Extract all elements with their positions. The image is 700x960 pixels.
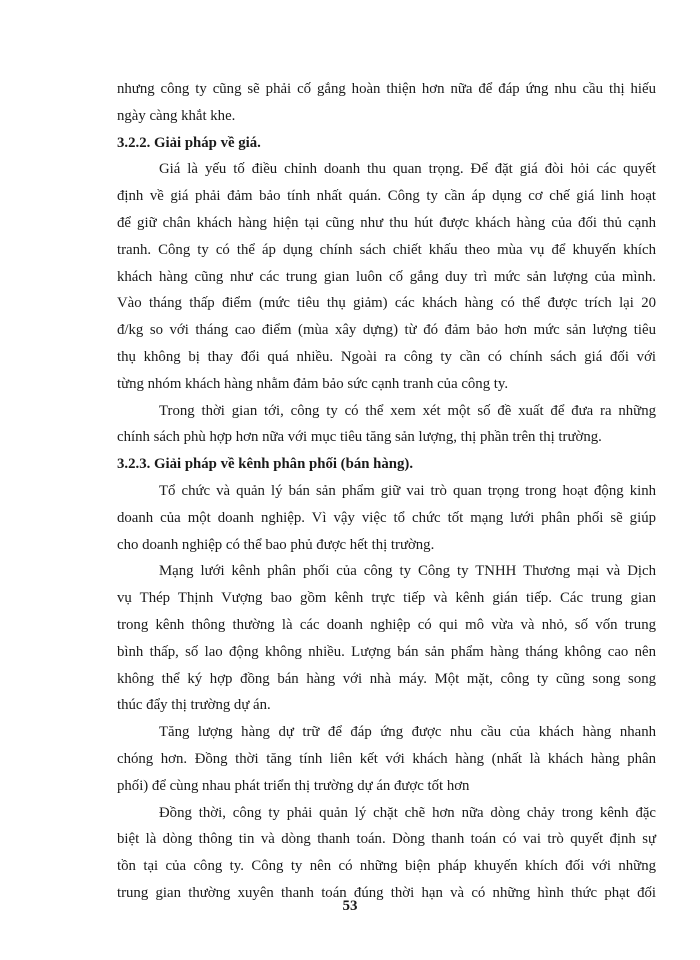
text-line: doanh của một doanh nghiệp. Vì vậy việc tổ chức tốt mạng lưới phân phối sẽ giúp	[117, 509, 656, 526]
text-line: ngày càng khắt khe.	[117, 107, 236, 124]
text-line: định về giá phải đảm bảo tính nhất quán. Công ty cần áp dụng cơ chế giá linh hoạt	[117, 188, 656, 205]
text-line: biệt là dòng thông tin và dòng thanh toán. Dòng thanh toán có vai trò quyết định sự	[117, 831, 656, 848]
text-line: tồn tại của công ty. Công ty nên có những biện pháp khuyến khích đối với những	[117, 858, 656, 875]
text-line: đ/kg so với tháng cao điểm (mùa xây dựng) từ đó đảm bảo hơn mức sản lượng tiêu	[117, 322, 656, 339]
text-line: chính sách phù hợp hơn nữa với mục tiêu tăng sản lượng, thị phần trên thị trường.	[117, 429, 602, 446]
text-line: vụ Thép Thịnh Vượng bao gồm kênh trực tiếp và kênh gián tiếp. Các trung gian	[117, 590, 656, 607]
text-line: Đồng thời, công ty phải quản lý chặt chẽ hơn nữa dòng chảy trong kênh đặc	[159, 804, 656, 821]
page-body	[117, 76, 656, 907]
text-line: tranh. Công ty có thể áp dụng chính sách chiết khấu theo mùa vụ để khuyến khích	[117, 241, 656, 258]
paragraph-channel-management	[117, 800, 656, 907]
text-line: Mạng lưới kênh phân phối của công ty Công ty TNHH Thương mại và Dịch	[159, 563, 656, 580]
page-number: 53	[342, 898, 358, 914]
text-line: trong kênh thông thường là các doanh nghiệp có qui mô vừa và nhỏ, số vốn trung	[117, 616, 656, 633]
text-line: thúc đẩy thị trường dự án.	[117, 697, 271, 714]
text-line: Trong thời gian tới, công ty có thể xem xét một số đề xuất để đưa ra những	[159, 402, 656, 419]
text-line: để giữ chân khách hàng hiện tại cũng như thu hút được khách hàng của đối thủ cạnh	[117, 214, 656, 231]
text-line: Vào tháng thấp điểm (mức tiêu thụ giảm) các khách hàng có thể được trích lại 20	[117, 295, 656, 312]
paragraph-sales-organization	[117, 478, 656, 558]
paragraph-inventory	[117, 719, 656, 799]
text-line: Giá là yếu tố điều chỉnh doanh thu quan trọng. Để đặt giá đòi hỏi các quyết	[159, 161, 656, 178]
text-line: từng nhóm khách hàng nhằm đảm bảo sức cạnh tranh của công ty.	[117, 375, 509, 392]
text-line: không thể ký hợp đồng bán hàng với nhà máy. Một mặt, công ty cũng song song	[117, 670, 656, 687]
text-line: khách hàng cũng như các trung gian luôn cố gắng duy trì mức sản lượng của mình.	[117, 268, 656, 285]
text-line: nhưng công ty cũng sẽ phải cố gắng hoàn thiện hơn nữa để đáp ứng nhu cầu thị hiếu	[117, 81, 656, 97]
section-heading-3-2-3: 3.2.3. Giải pháp về kênh phân phối (bán hàng).	[117, 456, 414, 473]
section-heading-3-2-2: 3.2.2. Giải pháp về giá.	[117, 134, 261, 151]
text-line: thụ không bị thay đổi quá nhiều. Ngoài ra công ty cần có chính sách giá đối với	[117, 348, 656, 365]
text-line: trung gian thường xuyên thanh toán đúng thời hạn và có những hình thức phạt đối	[117, 884, 656, 901]
text-line: chóng hơn. Đồng thời tăng tính liên kết với khách hàng (nhất là khách hàng phân	[117, 750, 656, 767]
text-line: Tăng lượng hàng dự trữ để đáp ứng được nhu cầu của khách hàng nhanh	[159, 724, 656, 741]
text-line: phối) để cùng nhau phát triển thị trường dự án được tốt hơn	[117, 777, 470, 794]
paragraph-future-proposals	[117, 398, 656, 452]
text-line: bình thấp, số lao động không nhiều. Lượng bán sản phẩm hàng tháng không cao nên	[117, 643, 656, 660]
paragraph-price-adjustment	[117, 156, 656, 397]
paragraph-distribution-network	[117, 558, 656, 719]
text-line: Tổ chức và quản lý bán sản phẩm giữ vai trò quan trọng trong hoạt động kinh	[159, 482, 656, 499]
paragraph-continuation	[117, 76, 656, 130]
text-line: cho doanh nghiệp có thể bao phủ được hết thị trường.	[117, 536, 435, 553]
